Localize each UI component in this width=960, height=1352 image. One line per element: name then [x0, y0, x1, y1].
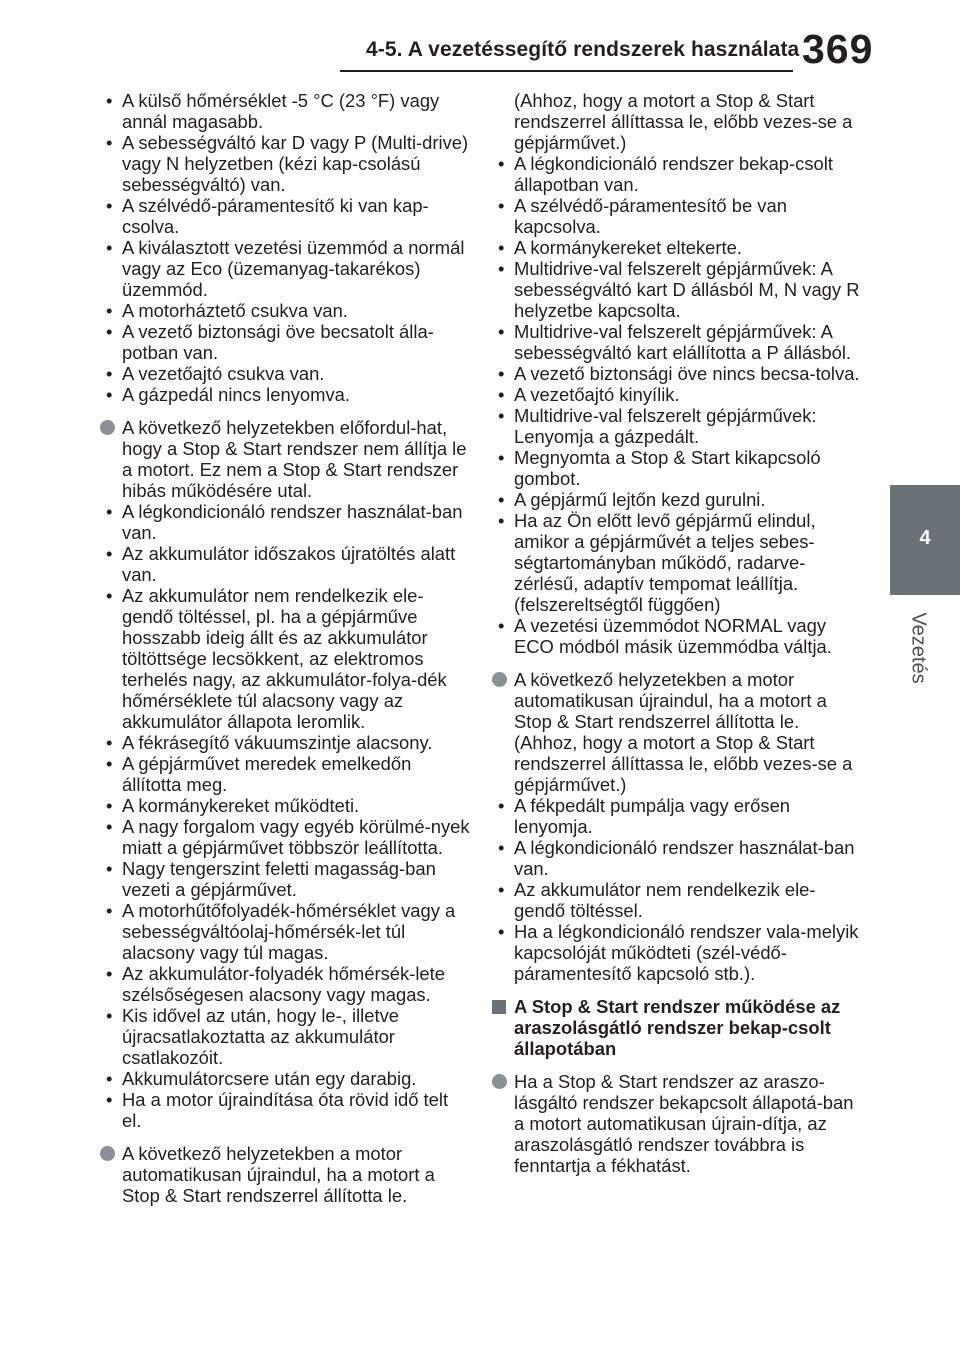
- list-item: • Multidrive-val felszerelt gépjárművek: A sebességváltó kart elállította a P állásból.: [492, 321, 862, 363]
- note-text: A következő helyzetekben előfordul-hat, hogy a Stop & Start rendszer nem állítja le a motort. Ez nem a Stop & Start rendszer hibás működésére utal.: [122, 417, 467, 501]
- note-text: Ha a Stop & Start rendszer az araszo-lásgáltó rendszer bekapcsolt állapotá-ban a motort automatikusan újrain-dítja, az araszolásgátló rendszer továbbra is fenntartja a fékhatást.: [514, 1071, 854, 1176]
- note-text: A következő helyzetekben a motor automatikusan újraindul, ha a motort a Stop & Start rendszerrel állította le.: [122, 1143, 435, 1206]
- list-item: • Multidrive-val felszerelt gépjárművek: A sebességváltó kart D állásból M, N vagy R helyzetbe kapcsolta.: [492, 258, 862, 321]
- conditions-list: [100, 90, 470, 405]
- circle-bullet-icon: [100, 420, 115, 435]
- list-item: • Az akkumulátor nem rendelkezik ele-gendő töltéssel, pl. ha a gépjárműve hosszabb ideig állt és az akkumulátor töltöttsége lecsökkent, az elektromos terhelés nagy, az akkumulátor-folya-dék hőmérséklete túl alacsony vagy az akkumulátor állapota leromlik.: [100, 585, 470, 732]
- list-item: • A gázpedál nincs lenyomva.: [100, 384, 470, 405]
- list-item: • A fékrásegítő vákuumszintje alacsony.: [100, 732, 470, 753]
- list-item: • A külső hőmérséklet -5 °C (23 °F) vagy annál magasabb.: [100, 90, 470, 132]
- note-paragraph: [100, 1143, 470, 1206]
- note-paragraph: [492, 669, 862, 795]
- list-item: • A gépjármű lejtőn kezd gurulni.: [492, 489, 862, 510]
- list-item: • Ha az Ön előtt levő gépjármű elindul, amikor a gépjárművét a teljes sebes-ségtartományban működő, radarve-zérlésű, adaptív tempomat leállítja. (felszereltségtől függően): [492, 510, 862, 615]
- list-item: • A motorháztető csukva van.: [100, 300, 470, 321]
- auto-restart-list: [492, 795, 862, 984]
- circle-bullet-icon: [492, 672, 507, 687]
- subsection-heading: [492, 996, 862, 1059]
- header-divider: [340, 70, 793, 72]
- list-item: • Ha a légkondicionáló rendszer vala-melyik kapcsolóját működteti (szél-védő-páramentesítő kapcsoló stb.).: [492, 921, 862, 984]
- right-column: [492, 90, 862, 1176]
- continuation-text: (Ahhoz, hogy a motort a Stop & Start rendszerrel állíttassa le, előbb vezes-se a gépjárművet.): [514, 90, 853, 153]
- list-item: • A nagy forgalom vagy egyéb körülmé-nyek miatt a gépjárművet többször leállította.: [100, 816, 470, 858]
- list-item: • A motorhűtőfolyadék-hőmérséklet vagy a sebességváltóolaj-hőmérsék-let túl alacsony vagy túl magas.: [100, 900, 470, 963]
- list-item: • A fékpedált pumpálja vagy erősen lenyomja.: [492, 795, 862, 837]
- list-item: • A kiválasztott vezetési üzemmód a normál vagy az Eco (üzemanyag-takarékos) üzemmód.: [100, 237, 470, 300]
- list-item: • A vezetőajtó csukva van.: [100, 363, 470, 384]
- list-item: • A légkondicionáló rendszer használat-ban van.: [100, 501, 470, 543]
- list-item: • Ha a motor újraindítása óta rövid idő telt el.: [100, 1089, 470, 1131]
- chapter-number: 4: [919, 527, 931, 549]
- list-item: • A gépjárművet meredek emelkedőn állította meg.: [100, 753, 470, 795]
- list-item: • Multidrive-val felszerelt gépjárművek: Lenyomja a gázpedált.: [492, 405, 862, 447]
- list-item: • A kormánykereket működteti.: [100, 795, 470, 816]
- list-item: • A vezetőajtó kinyílik.: [492, 384, 862, 405]
- chapter-label-container: [898, 608, 938, 688]
- circle-bullet-icon: [492, 1074, 507, 1089]
- list-item: • Kis idővel az után, hogy le-, illetve újracsatlakoztatta az akkumulátor csatlakozóit.: [100, 1005, 470, 1068]
- page-number: 369: [802, 26, 874, 72]
- restart-conditions-list: [492, 153, 862, 657]
- list-item: • A vezető biztonsági öve becsatolt álla-potban van.: [100, 321, 470, 363]
- list-item: • A légkondicionáló rendszer bekap-csolt állapotban van.: [492, 153, 862, 195]
- note-text: A következő helyzetekben a motor automatikusan újraindul, ha a motort a Stop & Start rendszerrel állította le. (Ahhoz, hogy a motort a Stop & Start rendszerrel állíttassa le, előbb vezes-se a gépjárművet.): [514, 669, 853, 795]
- list-item: • A sebességváltó kar D vagy P (Multi-drive) vagy N helyzetben (kézi kap-csolású sebességváltó) van.: [100, 132, 470, 195]
- left-column: [100, 90, 470, 1206]
- list-item: • A vezető biztonsági öve nincs becsa-tolva.: [492, 363, 862, 384]
- list-item: • Akkumulátorcsere után egy darabig.: [100, 1068, 470, 1089]
- list-item: • A szélvédő-páramentesítő be van kapcsolva.: [492, 195, 862, 237]
- heading-text: A Stop & Start rendszer működése az araszolásgátló rendszer bekap-csolt állapotában: [514, 996, 841, 1059]
- list-item: • Az akkumulátor időszakos újratöltés alatt van.: [100, 543, 470, 585]
- list-item: • A szélvédő-páramentesítő ki van kap-csolva.: [100, 195, 470, 237]
- list-item: • Az akkumulátor nem rendelkezik ele-gendő töltéssel.: [492, 879, 862, 921]
- note-paragraph: [492, 1071, 862, 1176]
- chapter-tab: [890, 485, 960, 595]
- list-item: • A kormánykereket eltekerte.: [492, 237, 862, 258]
- chapter-label: Vezetés: [907, 612, 930, 684]
- square-bullet-icon: [492, 1000, 506, 1014]
- list-item: • Nagy tengerszint feletti magasság-ban vezeti a gépjárművet.: [100, 858, 470, 900]
- circle-bullet-icon: [100, 1146, 115, 1161]
- list-item: • A légkondicionáló rendszer használat-ban van.: [492, 837, 862, 879]
- section-title: 4-5. A vezetéssegítő rendszerek használata: [366, 38, 800, 61]
- list-item: • Megnyomta a Stop & Start kikapcsoló gombot.: [492, 447, 862, 489]
- list-item: • A vezetési üzemmódot NORMAL vagy ECO módból másik üzemmódba váltja.: [492, 615, 862, 657]
- list-item: • Az akkumulátor-folyadék hőmérsék-lete szélsőségesen alacsony vagy magas.: [100, 963, 470, 1005]
- no-stop-conditions-list: [100, 501, 470, 1131]
- note-paragraph: [100, 417, 470, 501]
